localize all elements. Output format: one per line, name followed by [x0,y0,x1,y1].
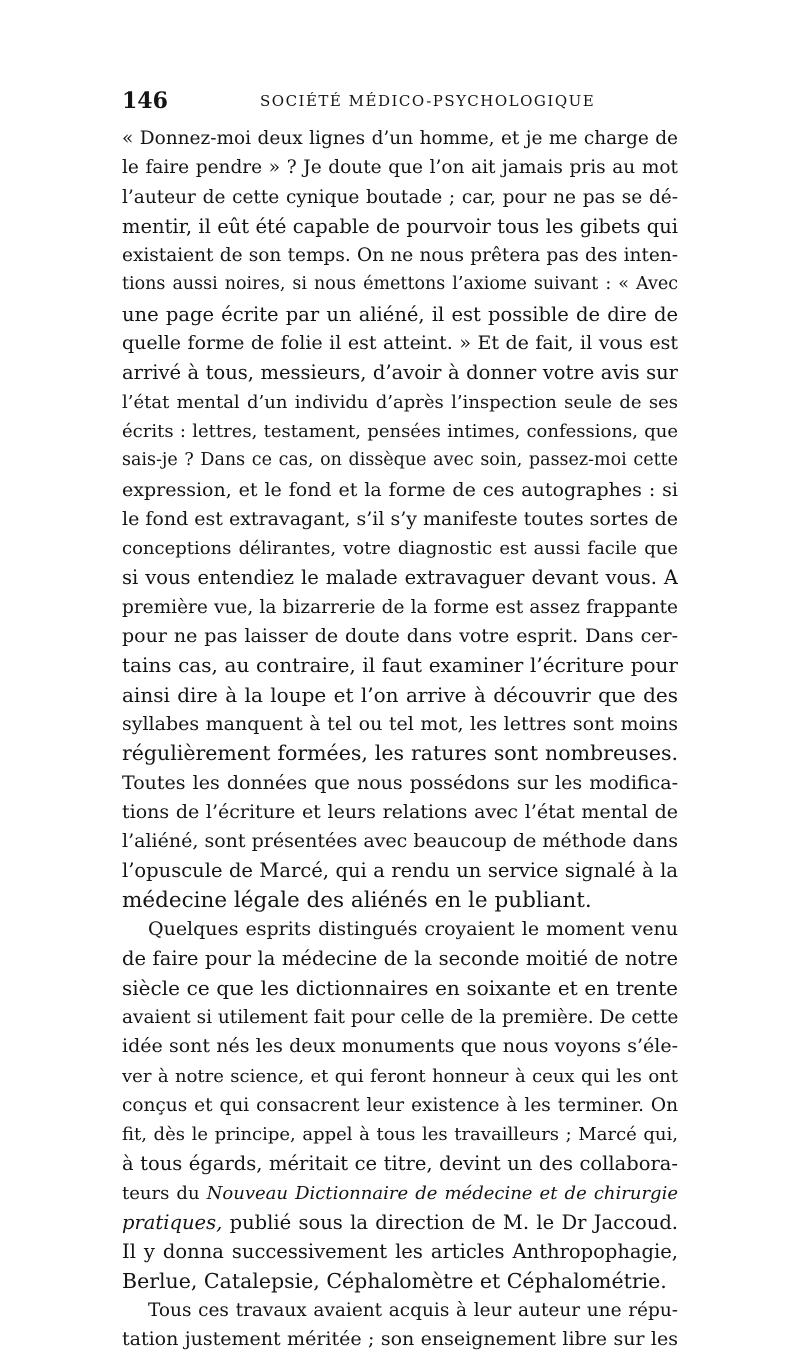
text-line: fit, dès le principe, appel à tous les travailleurs ; Marcé qui, [122,1124,678,1146]
text-line: sais-je ? Dans ce cas, on dissèque avec soin, passez-moi cette [122,450,678,471]
text-line: si vous entendiez le malade extravaguer devant vous. A [122,566,678,590]
text-line: conceptions délirantes, votre diagnostic est aussi facile que [122,538,678,560]
text-line: tains cas, au contraire, il faut examiner l’écriture pour [122,653,678,678]
text-line: syllabes manquent à tel ou tel mot, les lettres sont moins [122,712,678,735]
running-head [122,88,678,118]
running-title: SOCIÉTÉ MÉDICO-PSYCHOLOGIQUE [260,92,596,110]
text-line: arrivé à tous, messieurs, d’avoir à donner votre avis sur [122,361,678,385]
text-line: à tous égards, méritait ce titre, devint un des collabora- [122,1152,678,1176]
text-line: quelle forme de folie il est atteint. » Et de fait, il vous est [122,332,678,355]
text-line: tions aussi noires, si nous émettons l’axiome suivant : « Avec [122,274,678,295]
text-line: ver à notre science, et qui feront honneur à ceux qui les ont [122,1065,678,1087]
text-line: existaient de son temps. On ne nous prêtera pas des inten- [122,245,678,267]
text-line: le fond est extravagant, s’il s’y manifeste toutes sortes de [122,507,678,530]
text-line: siècle ce que les dictionnaires en soixante et en trente [122,975,678,1000]
text-line: l’auteur de cette cynique boutade ; car, pour ne pas se dé- [122,186,678,208]
text-line: tions de l’écriture et leurs relations avec l’état mental de [122,800,678,823]
text-line: médecine légale des aliénés en le publiant. [122,887,592,913]
text-line: l’aliéné, sont présentées avec beaucoup de méthode dans [122,830,678,853]
text-line: le faire pendre » ? Je doute que l’on ait jamais pris au mot [122,157,678,179]
text-line [122,1179,678,1208]
text-line: pour ne pas laisser de doute dans votre esprit. Dans cer- [122,625,678,648]
italic-title: pratiques, [122,1210,223,1234]
text-line: de faire pour la médecine de la seconde moitié de notre [122,947,678,971]
body-text [122,124,678,1354]
text-line: Tous ces travaux avaient acquis à leur auteur une répu- [148,1299,678,1321]
text-line: « Donnez-moi deux lignes d’un homme, et je me charge de [122,128,678,149]
text-line: tation justement méritée ; son enseignement libre sur les [122,1328,678,1351]
text-line: Il y donna successivement les articles Anthropophagie, [122,1240,678,1264]
text-line: régulièrement formées, les ratures sont nombreuses. [122,741,678,766]
text-line: Toutes les données que nous possédons sur les modifica- [122,771,678,794]
text-line: avaient si utilement fait pour celle de la première. De cette [122,1006,678,1028]
text-line: idée sont nés les deux monuments que nous voyons s’éle- [122,1035,678,1058]
text-line: Berlue, Catalepsie, Céphalomètre et Céphalométrie. [122,1268,667,1293]
text-line: première vue, la bizarrerie de la forme est assez frappante [122,596,678,618]
text-line: écrits : lettres, testament, pensées intimes, confessions, que [122,420,678,442]
text-line [122,1208,678,1237]
text-line: conçus et qui consacrent leur existence à les terminer. On [122,1094,678,1116]
text-line: une page écrite par un aliéné, il est possible de dire de [122,302,678,326]
text-line: Quelques esprits distingués croyaient le moment venu [148,918,678,941]
text-line: l’état mental d’un individu d’après l’inspection seule de ses [122,391,678,413]
page-number: 146 [122,88,168,114]
text-line: mentir, il eût été capable de pourvoir tous les gibets qui [122,214,678,238]
text-segment: publié sous la direction de M. le Dr Jaccoud. [222,1210,678,1234]
italic-title: Nouveau Dictionnaire de médecine et de chirurgie [206,1182,678,1204]
text-line: l’opuscule de Marcé, qui a rendu un service signalé à la [122,859,678,883]
text-segment: teurs du [122,1182,207,1204]
text-line: expression, et le fond et la forme de ces autographes : si [122,478,678,501]
text-line: ainsi dire à la loupe et l’on arrive à découvrir que des [122,682,678,707]
